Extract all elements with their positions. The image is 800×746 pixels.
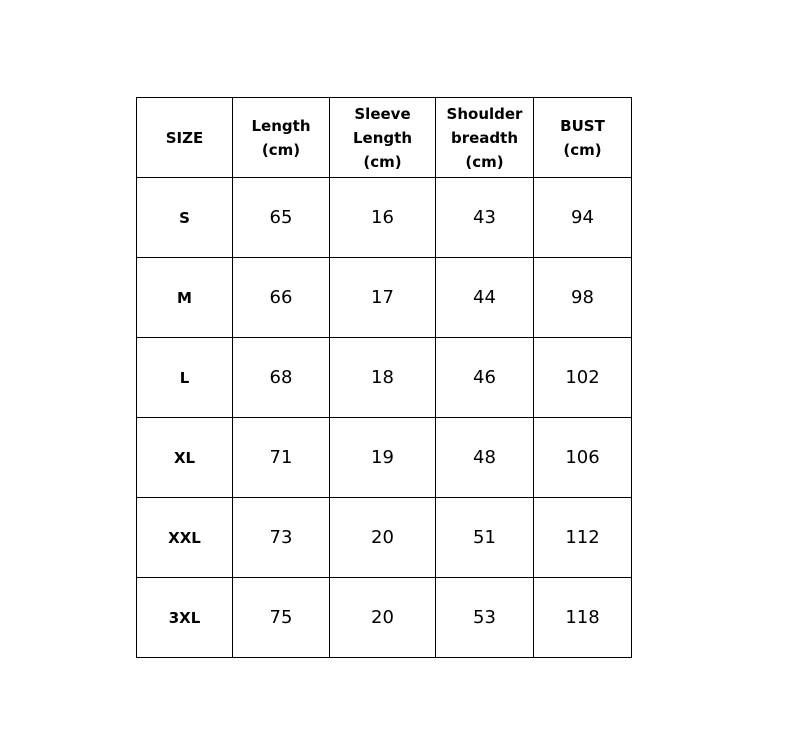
shoulder-breadth-cell: 48	[436, 418, 534, 498]
bust-cell: 112	[534, 498, 632, 578]
sleeve-length-cell: 20	[330, 498, 436, 578]
header-sleeve-length: Sleeve Length (cm)	[330, 98, 436, 178]
header-size: SIZE	[137, 98, 233, 178]
table-row	[137, 418, 632, 498]
size-cell: XL	[137, 418, 233, 498]
header-shoulder-breadth: Shoulder breadth (cm)	[436, 98, 534, 178]
length-cell: 75	[233, 578, 330, 658]
table-row	[137, 498, 632, 578]
bust-cell: 106	[534, 418, 632, 498]
length-cell: 71	[233, 418, 330, 498]
shoulder-breadth-cell: 53	[436, 578, 534, 658]
sleeve-length-cell: 17	[330, 258, 436, 338]
shoulder-breadth-cell: 44	[436, 258, 534, 338]
length-cell: 65	[233, 178, 330, 258]
header-row	[137, 98, 632, 178]
header-bust: BUST (cm)	[534, 98, 632, 178]
sleeve-length-cell: 19	[330, 418, 436, 498]
sleeve-length-cell: 18	[330, 338, 436, 418]
length-cell: 73	[233, 498, 330, 578]
table-row	[137, 578, 632, 658]
length-cell: 66	[233, 258, 330, 338]
sleeve-length-cell: 16	[330, 178, 436, 258]
table-row	[137, 338, 632, 418]
bust-cell: 118	[534, 578, 632, 658]
shoulder-breadth-cell: 43	[436, 178, 534, 258]
size-chart-table	[136, 97, 632, 658]
size-cell: M	[137, 258, 233, 338]
size-cell: XXL	[137, 498, 233, 578]
bust-cell: 98	[534, 258, 632, 338]
shoulder-breadth-cell: 46	[436, 338, 534, 418]
size-cell: L	[137, 338, 233, 418]
sleeve-length-cell: 20	[330, 578, 436, 658]
bust-cell: 102	[534, 338, 632, 418]
length-cell: 68	[233, 338, 330, 418]
shoulder-breadth-cell: 51	[436, 498, 534, 578]
header-length: Length (cm)	[233, 98, 330, 178]
table-row	[137, 178, 632, 258]
bust-cell: 94	[534, 178, 632, 258]
size-cell: S	[137, 178, 233, 258]
table-row	[137, 258, 632, 338]
size-cell: 3XL	[137, 578, 233, 658]
